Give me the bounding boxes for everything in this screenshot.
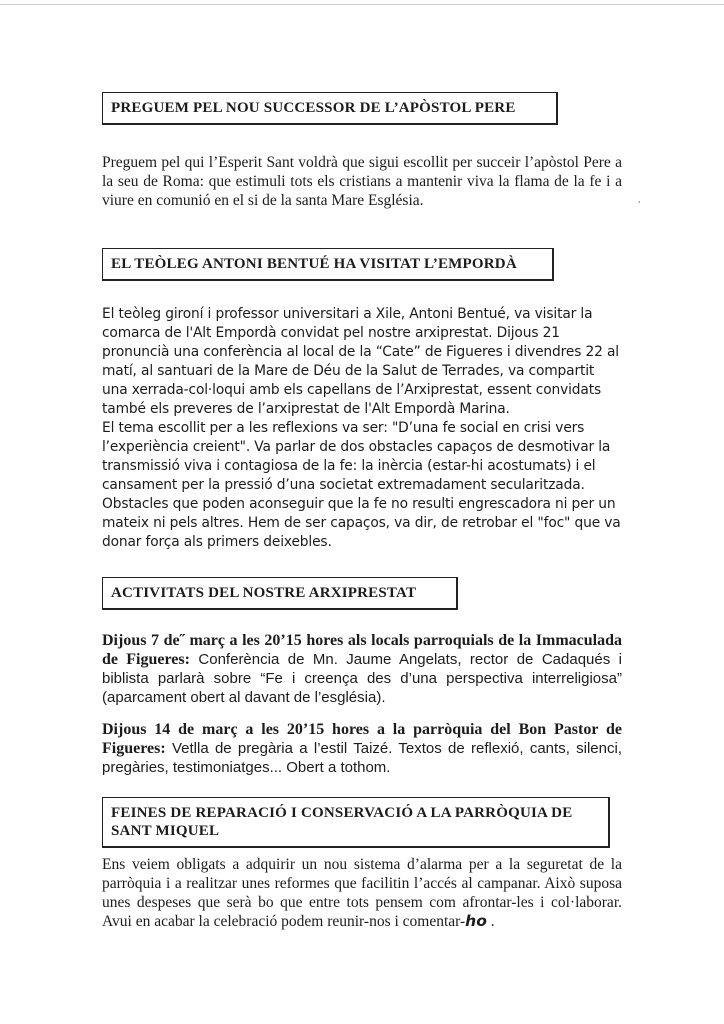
handwritten-ho: ho: [465, 912, 487, 930]
paragraph-feines-text: Ens veiem obligats a adquirir un nou sistema d’alarma per a la seguretat de la parròquia i a realitzar unes reformes que facilitin l’accés al campanar. Això suposa unes despeses que serà bo que entre tots pensem com afrontar-les i col·laborar. Avui en acabar la celebració podem reunir-nos i comentar-: [102, 856, 622, 930]
paragraph-feines-end: .: [486, 913, 495, 930]
paragraph-bentue-visit: El teòleg gironí i professor universitari a Xile, Antoni Bentué, va visitar la comarca de l'Alt Empordà convidat pel nostre arxiprestat. Dijous 21 pronuncià una conferència al local de la “Cate” de Figueres i divendres 22 al matí, al santuari de la Mare de Déu de la Salut de Terrades, va compartit una xerrada-col·loqui amb els capellans de l’Arxiprestat, essent convidats també els preveres de l’arxiprestat de l'Alt Empordà Marina.: [102, 306, 619, 417]
paragraph-feines: [102, 855, 622, 931]
event-dijous-14: [102, 720, 622, 777]
event-dijous-14-when: Dijous 14 de març a les 20’15 hores a la parròquia del Bon Pastor de Figueres:: [102, 721, 622, 757]
heading-activitats: ACTIVITATS DEL NOSTRE ARXIPRESTAT: [102, 577, 458, 610]
heading-successor: PREGUEM PEL NOU SUCCESSOR DE L’APÒSTOL PERE: [102, 92, 558, 125]
heading-feines: FEINES DE REPARACIÓ I CONSERVACIÓ A LA PARRÒQUIA DE SANT MIQUEL: [102, 797, 610, 848]
event-dijous-7: [102, 631, 622, 707]
event-dijous-7-text: Conferència de Mn. Jaume Angelats, rector de Cadaqués i biblista parlarà sobre “Fe i creença des d’una perspectiva interreligiosa” (aparcament obert al davant de l’església).: [102, 651, 623, 706]
heading-bentue: EL TEÒLEG ANTONI BENTUÉ HA VISITAT L’EMPORDÀ: [102, 248, 554, 281]
top-rule: [0, 4, 724, 5]
paragraph-bentue-theme: El tema escollit per a les reflexions va ser: "D’una fe social en crisi vers l’experiència creient". Va parlar de dos obstacles capaços de desmotivar la transmissió viva i contagiosa de la fe: la inèrcia (estar-hi acostumats) i el cansament per la pressió d’una societat extremadament secularitzada. Obstacles que poden aconseguir que la fe no resulti engrescadora ni per un mateix ni pels altres. Hem de ser capaços, va dir, de retrobar el "foc" que va donar força als primers deixebles.: [102, 420, 621, 550]
event-dijous-14-text: Vetlla de pregària a l’estil Taizé. Textos de reflexió, cants, silenci, pregàries, testimoniatges... Obert a tothom.: [102, 740, 622, 776]
margin-mark: ,: [638, 194, 641, 205]
section-successor-body: [102, 153, 622, 210]
section-bentue-body: [102, 305, 622, 552]
paragraph-successor: Preguem pel qui l’Esperit Sant voldrà que sigui escollit per succeir l’apòstol Pere a la seu de Roma: que estimuli tots els cristians a mantenir viva la flama de la fe i a viure en comunió en el si de la santa Mare Església.: [102, 154, 622, 209]
section-activitats-body: [102, 631, 622, 777]
event-dijous-7-when: Dijous 7 de˝ març a les 20’15 hores als locals parroquials de la Immaculada de Figueres:: [102, 632, 622, 668]
section-feines-body: [102, 855, 622, 931]
